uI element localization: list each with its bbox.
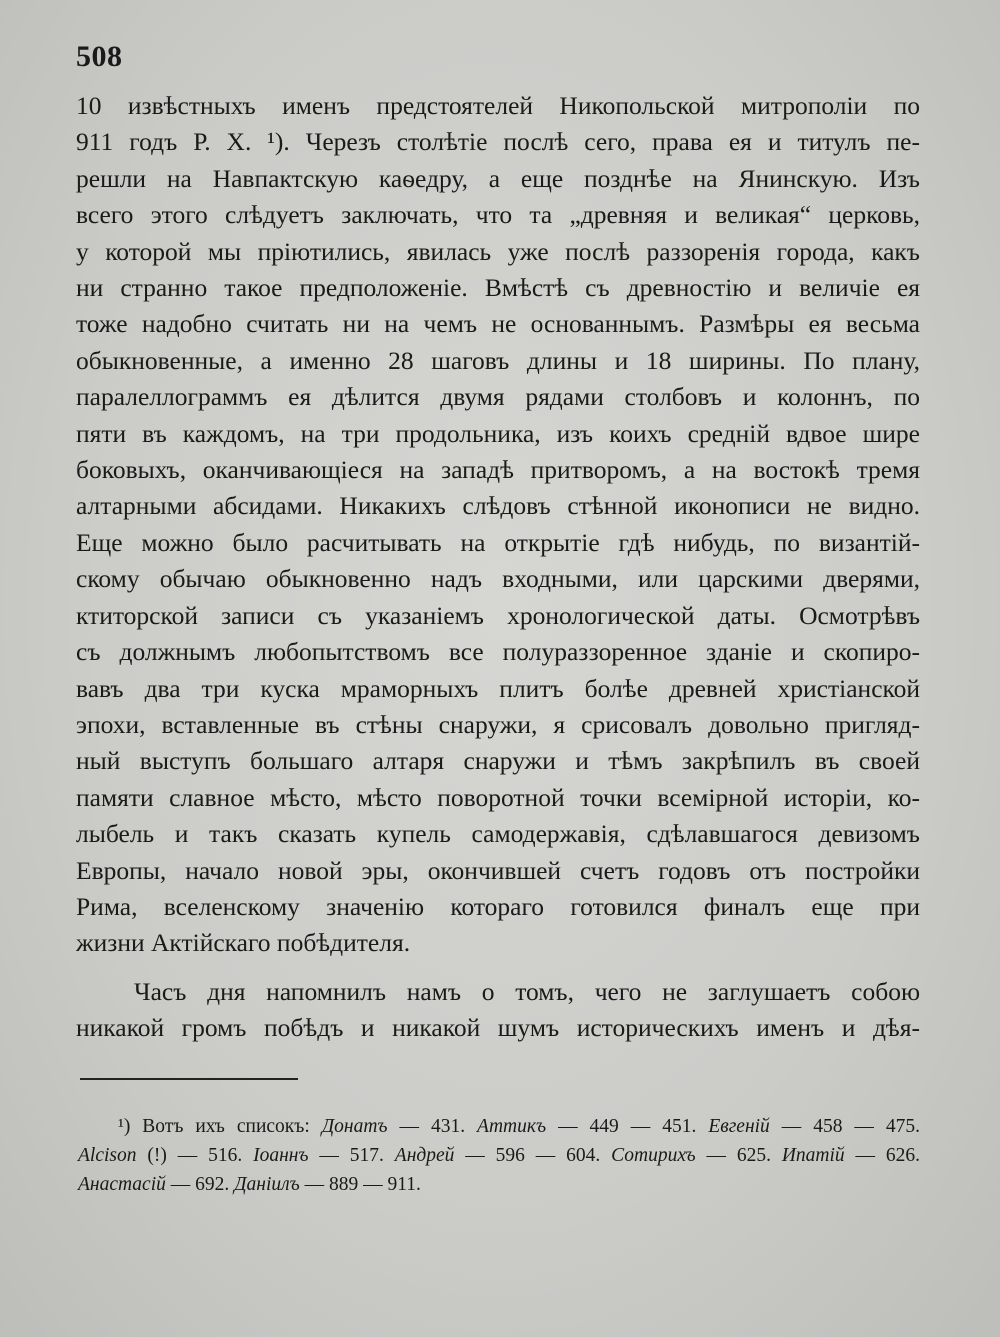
text-line: Еще можно было расчитывать на открытіе гдѣ нибудь, по византій- — [76, 527, 920, 557]
text-line: ни странно такое предположеніе. Вмѣстѣ съ древностію и величіе ея — [76, 273, 920, 303]
footnote-line — [78, 1141, 920, 1170]
text-line: Европы, начало новой эры, окончившей счетъ годовъ отъ постройки — [76, 855, 920, 885]
text-line: скому обычаю обыкновенно надъ входными, или царскими дверями, — [76, 564, 920, 594]
footnote-line — [78, 1112, 920, 1141]
page-number: 508 — [76, 40, 123, 73]
text-line: алтарными абсидами. Никакихъ слѣдовъ стѣнной иконописи не видно. — [76, 491, 920, 521]
bishop-name: Аттикъ — [477, 1116, 547, 1137]
bishop-date: — 625. — [695, 1145, 782, 1166]
text-line: решли на Навпактскую каѳедру, а еще позднѣе на Янинскую. Изъ — [76, 163, 920, 193]
bishop-name: Анастасій — [78, 1174, 166, 1195]
text-line: вавъ два три куска мраморныхъ плитъ болѣе древней христіанской — [76, 673, 920, 703]
text-line: всего этого слѣдуетъ заключать, что та „древняя и великая“ церковь, — [76, 200, 920, 230]
main-text — [76, 88, 920, 1047]
bishop-name: Евгеній — [708, 1116, 770, 1137]
bishop-date: — 596 — 604. — [454, 1145, 612, 1166]
bishop-name: Ипатій — [781, 1145, 845, 1166]
text-line: 10 извѣстныхъ именъ предстоятелей Никопольской митрополіи по — [76, 91, 920, 120]
footnote — [78, 1112, 920, 1199]
text-line: ктиторской записи съ указаніемъ хронологической даты. Осмотрѣвъ — [76, 600, 920, 630]
text-line: у которой мы пріютились, явилась уже послѣ раззоренія города, какъ — [76, 236, 920, 266]
bishop-name: Андрей — [394, 1145, 455, 1166]
text-line: лыбель и такъ сказать купель самодержавія, сдѣлавшагося девизомъ — [76, 819, 920, 849]
footnote-line — [78, 1170, 920, 1199]
bishop-name: Alcison — [78, 1145, 137, 1166]
text-line: жизни Актійскаго побѣдителя. — [76, 928, 411, 958]
bishop-name: Сотирихъ — [611, 1145, 696, 1166]
bishop-name: Донатъ — [321, 1116, 388, 1137]
bishop-name: Іоаннъ — [253, 1145, 309, 1166]
bishop-name: Даніилъ — [234, 1174, 300, 1195]
bishop-date: — 458 — 475. — [769, 1116, 921, 1137]
text-line: тоже надобно считать ни на чемъ не основаннымъ. Размѣры ея весьма — [76, 309, 920, 339]
bishop-date: — 626. — [844, 1145, 921, 1166]
footnote-intro: ¹) Вотъ ихъ списокъ: — [118, 1116, 322, 1137]
text-line: пяти въ каждомъ, на три продольника, изъ коихъ среднiй вдвое шире — [76, 418, 920, 448]
bishop-date: — 431. — [387, 1116, 478, 1137]
text-line: эпохи, вставленные въ стѣны снаружи, я срисовалъ довольно пригляд- — [76, 709, 920, 739]
text-line: памяти славное мѣсто, мѣсто поворотной точки всемiрной исторіи, ко- — [76, 782, 920, 812]
text-line: съ должнымъ любопытствомъ все полураззоренное зданіе и скопиро- — [76, 637, 920, 667]
bishop-date: — 517. — [308, 1145, 395, 1166]
text-line: боковыхъ, оканчивающіеся на западѣ притворомъ, а на востокѣ тремя — [76, 455, 920, 485]
text-line: паралеллограммъ ея дѣлится двумя рядами столбовъ и колоннъ, по — [76, 382, 920, 412]
footnote-divider — [80, 1078, 298, 1080]
bishop-date: — 692. — [165, 1174, 235, 1195]
text-line: 911 годъ Р. Х. ¹). Черезъ столѣтіе послѣ сего, права ея и титулъ пе- — [76, 127, 920, 157]
text-line: ный выступъ большаго алтаря снаружи и тѣмъ закрѣпилъ въ своей — [76, 746, 920, 776]
bishop-date: — 889 — 911. — [299, 1174, 421, 1195]
paragraph-gap — [76, 962, 920, 974]
text-line: никакой громъ побѣдъ и никакой шумъ историческихъ именъ и дѣя- — [76, 1013, 920, 1043]
text-line: обыкновенные, а именно 28 шаговъ длины и 18 ширины. По плану, — [76, 345, 920, 375]
bishop-date: — 449 — 451. — [546, 1116, 709, 1137]
text-line: Часъ дня напомнилъ намъ о томъ, чего не заглушаетъ собою — [134, 976, 920, 1006]
text-line: Рима, вселенскому значенію котораго готовился финалъ еще при — [76, 891, 920, 921]
bishop-date: (!) — 516. — [136, 1145, 254, 1166]
